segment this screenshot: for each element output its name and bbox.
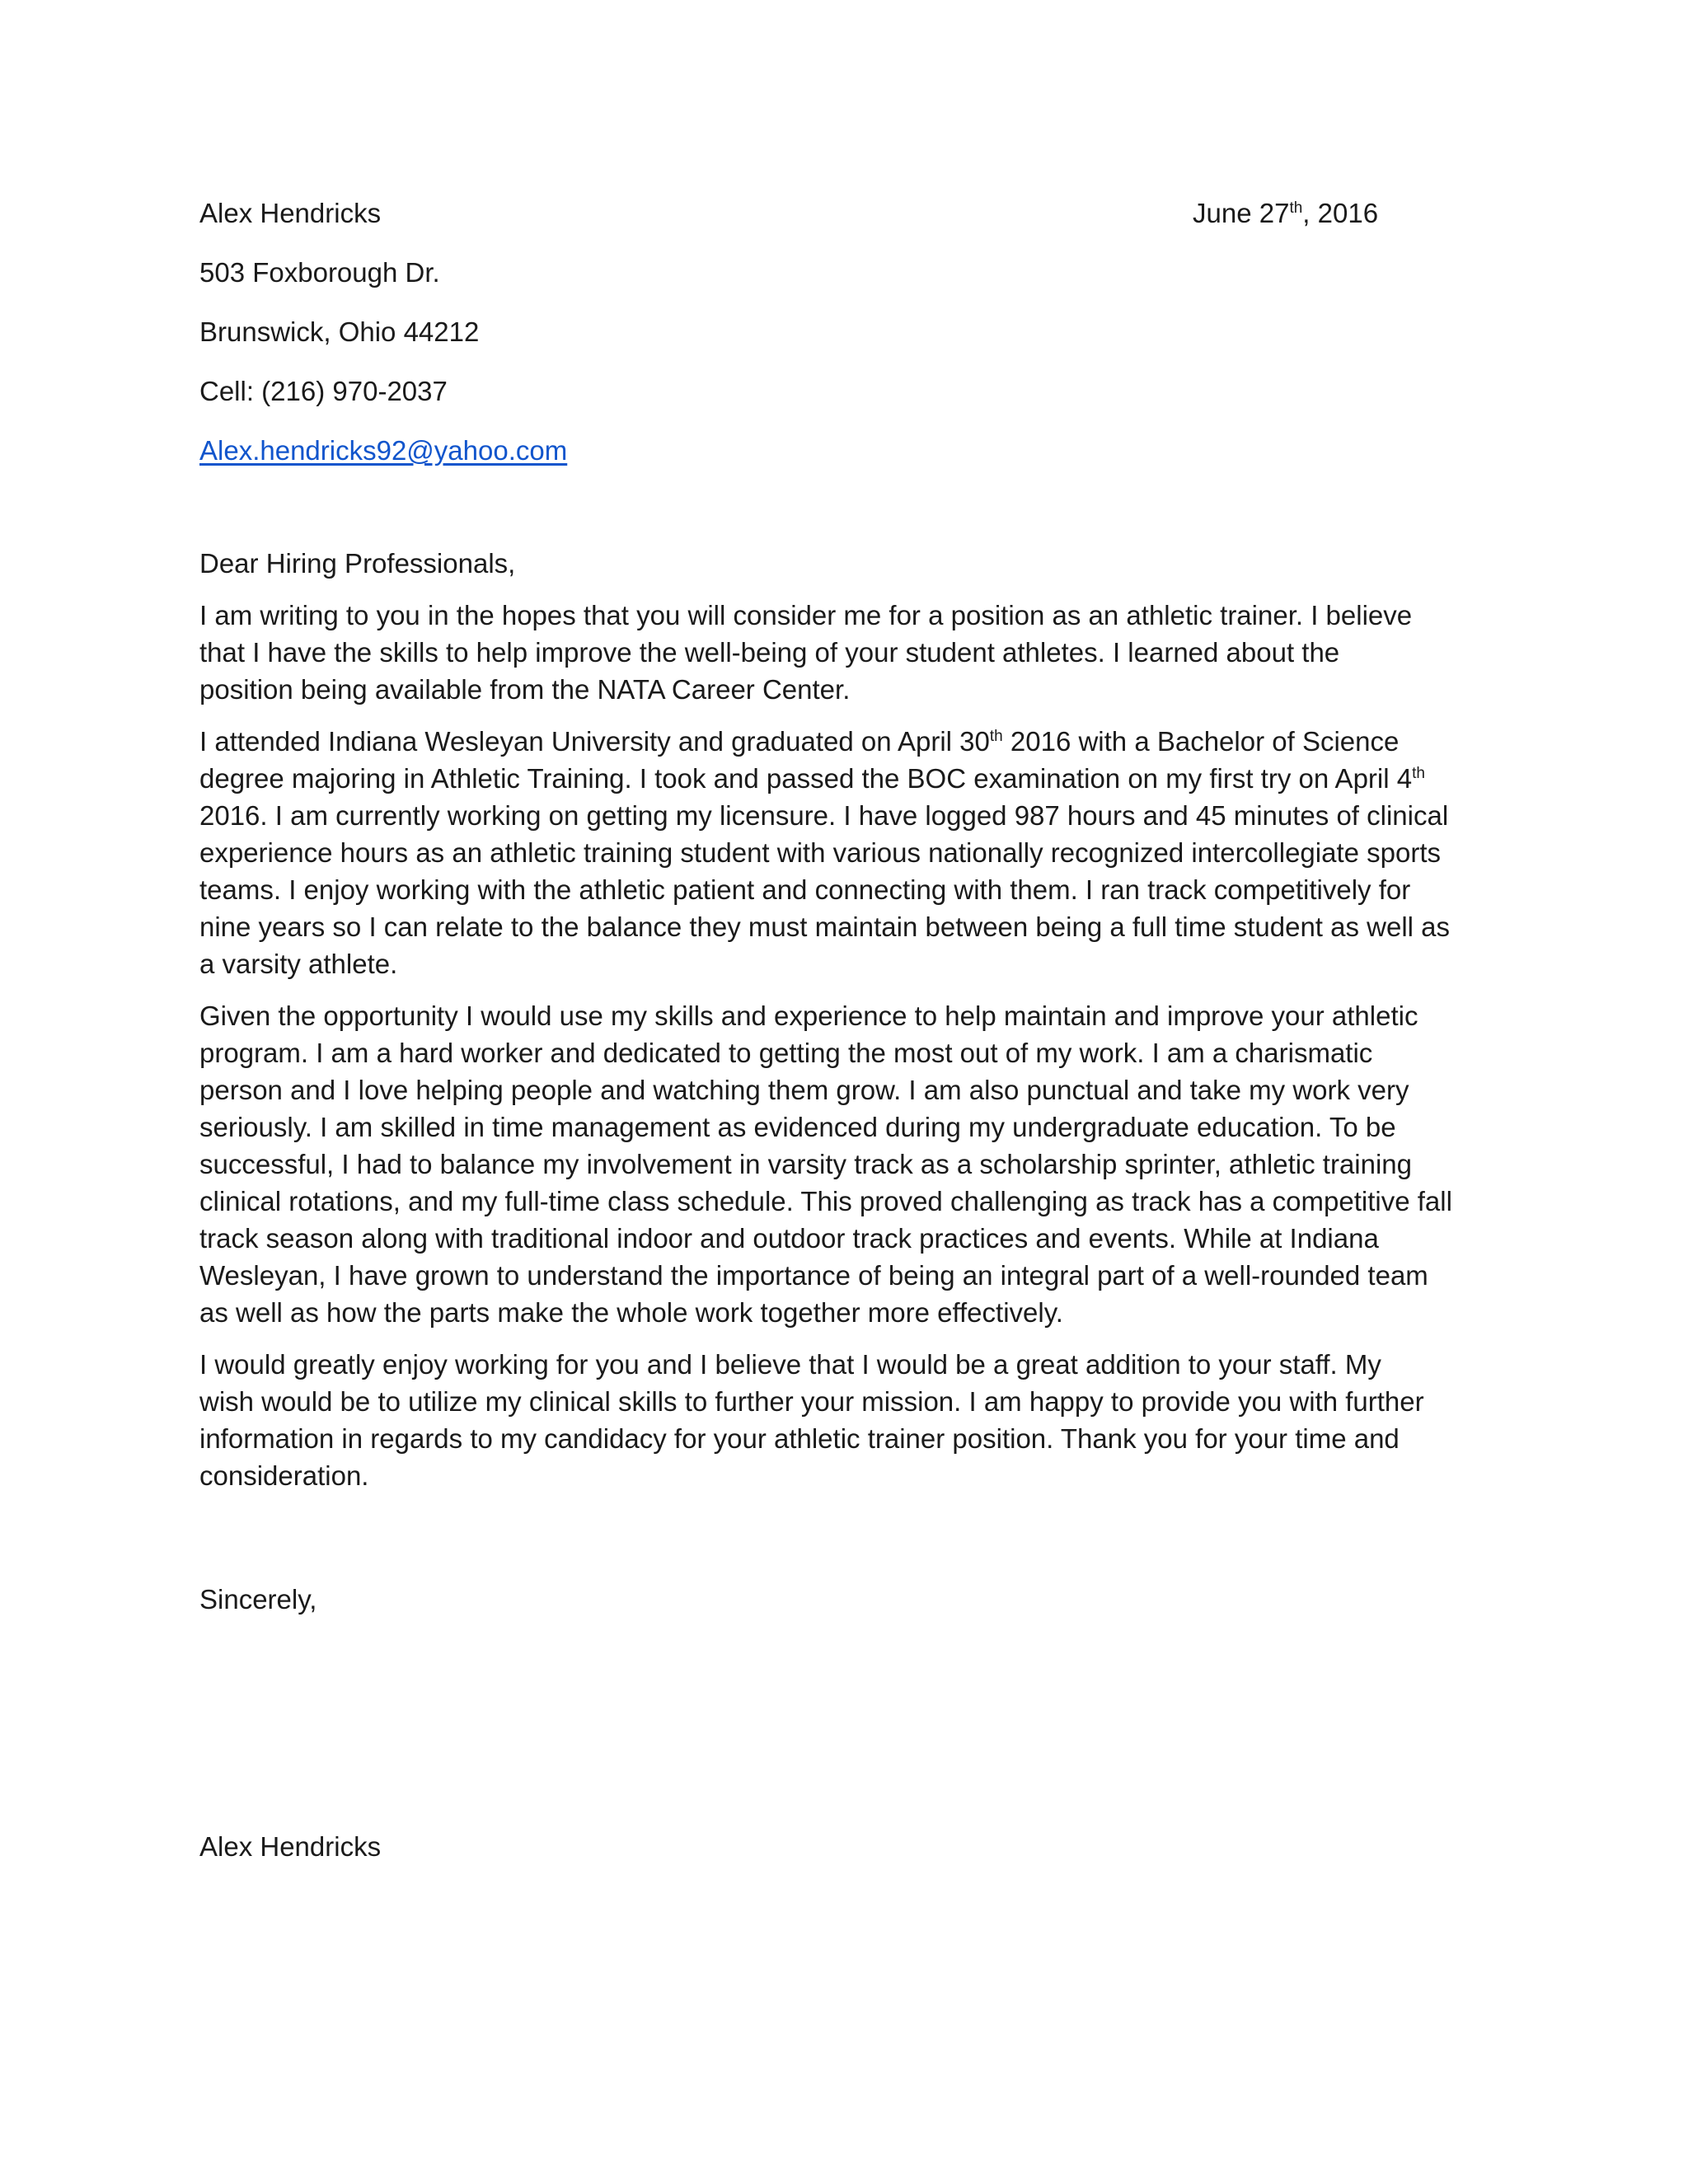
paragraph-text: degree majoring in Athletic Training. I took and passed the BOC examination on my first try on April 4 <box>199 763 1413 794</box>
closing: Sincerely, <box>199 1584 317 1615</box>
paragraph-line: Given the opportunity I would use my skills and experience to help maintain and improve your athletic <box>199 1001 1418 1031</box>
paragraph-line: experience hours as an athletic training student with various nationally recognized intercollegiate sports <box>199 837 1442 868</box>
paragraph-line: a varsity athlete. <box>199 949 398 979</box>
paragraph-line: 2016. I am currently working on getting my licensure. I have logged 987 hours and 45 minutes of clinical <box>199 800 1449 831</box>
signature-name: Alex Hendricks <box>199 1831 382 1862</box>
paragraph-line: that I have the skills to help improve the well-being of your student athletes. I learned about the <box>199 637 1340 668</box>
date-suffix: th <box>1289 199 1303 217</box>
paragraph-text: I attended Indiana Wesleyan University and graduated on April 30 <box>199 726 990 757</box>
paragraph-line: information in regards to my candidacy for your athletic trainer position. Thank you for your time and <box>199 1423 1400 1454</box>
sender-email-link[interactable]: Alex.hendricks92@yahoo.com <box>199 435 568 466</box>
paragraph-4 <box>199 1346 1502 1494</box>
paragraph-line: successful, I had to balance my involvement in varsity track as a scholarship sprinter, athletic training <box>199 1149 1413 1179</box>
superscript: th <box>989 728 1003 745</box>
paragraph-line: wish would be to utilize my clinical skills to further your mission. I am happy to provide you with further <box>199 1386 1424 1417</box>
sender-name: Alex Hendricks <box>199 198 382 228</box>
sender-cell: Cell: (216) 970-2037 <box>199 376 448 406</box>
paragraph-line: program. I am a hard worker and dedicated to getting the most out of my work. I am a charismatic <box>199 1038 1373 1068</box>
paragraph-line: seriously. I am skilled in time management as evidenced during my undergraduate education. To be <box>199 1112 1396 1142</box>
paragraph-line: person and I love helping people and watching them grow. I am also punctual and take my work very <box>199 1075 1409 1105</box>
sender-city-state-zip: Brunswick, Ohio 44212 <box>199 316 480 347</box>
paragraph-text: 2016 with a Bachelor of Science <box>1002 726 1400 757</box>
paragraph-line: consideration. <box>199 1460 369 1491</box>
paragraph-1 <box>199 597 1502 708</box>
superscript: th <box>1412 765 1425 782</box>
paragraph-line: teams. I enjoy working with the athletic patient and connecting with them. I ran track competitively for <box>199 874 1411 905</box>
paragraph-line: I am writing to you in the hopes that you will consider me for a position as an athletic trainer. I believe <box>199 600 1413 630</box>
paragraph-line: clinical rotations, and my full-time class schedule. This proved challenging as track has a competitive fall <box>199 1186 1452 1216</box>
paragraph-line: I would greatly enjoy working for you and I believe that I would be a great addition to your staff. My <box>199 1349 1381 1380</box>
paragraph-line <box>199 723 1502 760</box>
date-month-day: June 27 <box>1193 198 1290 228</box>
paragraph-line: position being available from the NATA Career Center. <box>199 674 851 705</box>
paragraph-line <box>199 760 1502 797</box>
paragraph-line: nine years so I can relate to the balance they must maintain between being a full time student as well as <box>199 912 1451 942</box>
letter-date <box>1193 194 1378 232</box>
sender-street: 503 Foxborough Dr. <box>199 257 440 288</box>
paragraph-line: as well as how the parts make the whole work together more effectively. <box>199 1297 1063 1328</box>
paragraph-3 <box>199 997 1502 1331</box>
paragraph-2 <box>199 723 1502 982</box>
paragraph-line: Wesleyan, I have grown to understand the importance of being an integral part of a well-rounded team <box>199 1260 1428 1291</box>
letter-header <box>199 194 1502 232</box>
sender-email-line <box>199 432 1502 469</box>
paragraph-line: track season along with traditional indoor and outdoor track practices and events. While at Indiana <box>199 1223 1379 1254</box>
salutation: Dear Hiring Professionals, <box>199 548 516 579</box>
date-year: , 2016 <box>1302 198 1379 228</box>
cover-letter <box>199 194 1502 1865</box>
